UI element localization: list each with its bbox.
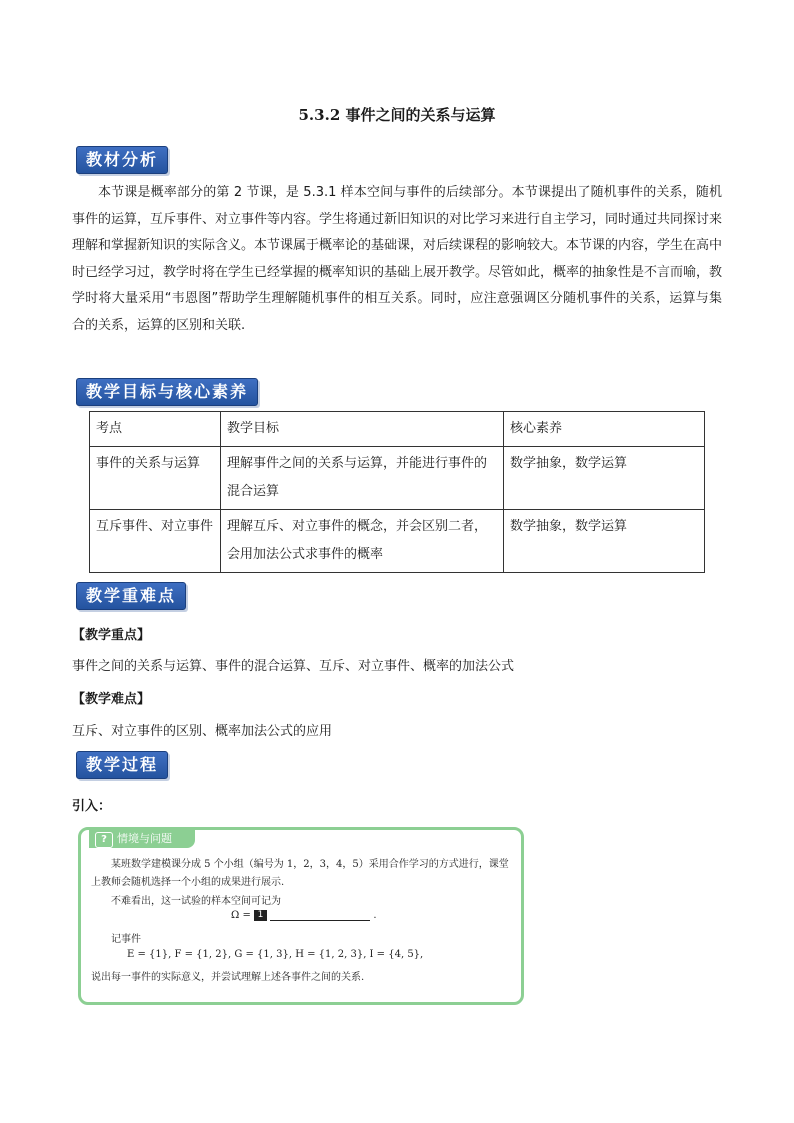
question-icon: ? <box>95 832 113 848</box>
events-line: E = {1}, F = {1, 2}, G = {1, 3}, H = {1, 2, 3}, I = {4, 5}, <box>127 949 424 960</box>
box-text-line: 不难看出，这一试验的样本空间可记为 <box>111 896 281 907</box>
key-point-text: 事件之间的关系与运算、事件的混合运算、互斥、对立事件、概率的加法公式 <box>72 659 515 674</box>
table-row <box>90 447 705 510</box>
section-badge-analysis: 教材分析 <box>76 146 168 174</box>
table-header-row <box>90 412 705 447</box>
page-title: 5.3.2 事件之间的关系与运算 <box>298 106 496 124</box>
table-header-cell: 核心素养 <box>504 412 705 447</box>
table-cell: 数学抽象，数学运算 <box>504 447 705 510</box>
objectives-table <box>89 411 705 573</box>
section-badge-process: 教学过程 <box>76 751 168 779</box>
box-text-line: 某班数学建模课分成 5 个小组（编号为 1，2，3，4，5）采用合作学习的方式进行，课堂上教师会随机选择一个小组的成果进行展示. <box>91 859 509 888</box>
table-cell: 理解事件之间的关系与运算，并能进行事件的混合运算 <box>221 447 504 510</box>
omega-prefix: Ω = <box>231 910 251 921</box>
table-cell: 互斥事件、对立事件 <box>90 510 221 573</box>
sample-space-line <box>231 910 377 921</box>
difficulty-text: 互斥、对立事件的区别、概率加法公式的应用 <box>72 724 333 739</box>
situation-box <box>78 827 524 1005</box>
situation-header-label: 情境与问题 <box>117 832 172 845</box>
table-cell: 数学抽象，数学运算 <box>504 510 705 573</box>
omega-suffix: . <box>373 910 377 921</box>
table-header-cell: 教学目标 <box>221 412 504 447</box>
situation-header <box>89 830 195 848</box>
table-cell: 理解互斥、对立事件的概念，并会区别二者，会用加法公式求事件的概率 <box>221 510 504 573</box>
section-badge-keypoints: 教学重难点 <box>76 582 186 610</box>
blank-number-marker: 1 <box>254 910 267 921</box>
box-text-line: 记事件 <box>111 934 141 945</box>
intro-label: 引入： <box>72 799 112 814</box>
table-cell: 事件的关系与运算 <box>90 447 221 510</box>
box-text-line: 说出每一事件的实际意义，并尝试理解上述各事件之间的关系. <box>91 972 365 983</box>
section-badge-objectives: 教学目标与核心素养 <box>76 378 258 406</box>
blank-underline <box>270 910 370 921</box>
table-row <box>90 510 705 573</box>
table-header-cell: 考点 <box>90 412 221 447</box>
difficulty-label: 【教学难点】 <box>72 692 151 707</box>
key-point-label: 【教学重点】 <box>72 628 151 643</box>
analysis-paragraph: 本节课是概率部分的第 2 节课，是 5.3.1 样本空间与事件的后续部分。本节课提出了随机事件的关系，随机事件的运算，互斥事件、对立事件等内容。学生将通过新旧知识的对比学习来进行自主学习，同时通过共同探讨来理解和掌握新知识的实际含义。本节课属于概率论的基础课，对后续课程的影响较大。本节课的内容，学生在高中时已经学习过，教学时将在学生已经掌握的概率知识的基础上展开教学。尽管如此，概率的抽象性是不言而喻，教学时将大量采用“韦恩图”帮助学生理解随机事件的相互关系。同时，应注意强调区分随机事件的关系，运算与集合的关系，运算的区别和关联. <box>72 185 723 333</box>
